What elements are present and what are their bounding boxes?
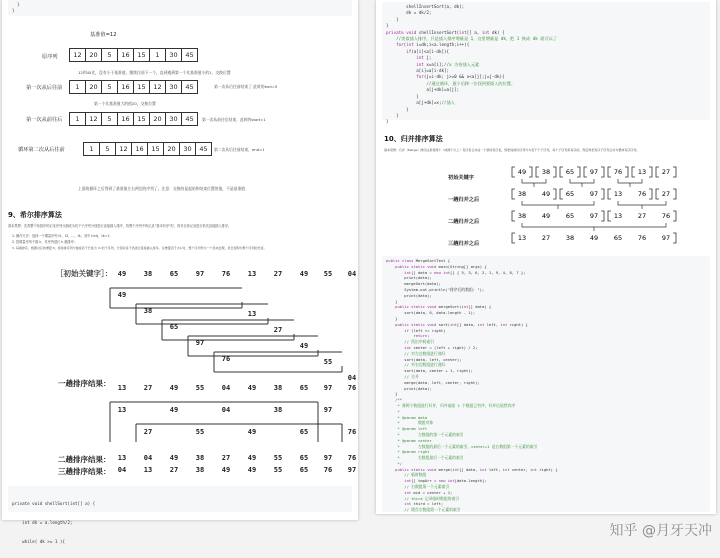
array-cell: 12 [85,112,102,126]
code-line: sort(data, center + 1, right); [386,368,473,374]
array-cell: 45 [181,80,198,94]
code-line: // 临时数组 [386,472,427,478]
pass2-value: 76 [347,454,357,462]
row2-label: 第一次从前往后 [26,117,63,123]
array-cell: 5 [101,48,118,62]
code-line: int j; [416,55,432,61]
pass2-value: 13 [117,454,127,462]
pass2-value: 55 [273,454,283,462]
merge-value: 49 [541,190,551,198]
shell-initial-value: 65 [169,270,179,278]
pass3-value: 49 [221,466,231,474]
pass3-value: 04 [117,466,127,474]
merge-value: 49 [589,234,599,242]
array-cell: 1 [83,142,100,156]
merge-pass3-label: 三趟归并之后 [448,241,480,247]
array-cell: 30 [165,80,182,94]
merge-connector [522,201,594,209]
pass2-value: 97 [323,454,333,462]
code-line: } [386,315,398,321]
section-9-step-3: 3. 每趟排序，根据对应的增量 ti，将待排序列分割成若干长度为 m 的子序列，分别对各子表进行直接插入排序。仅增量因子为1 时，整个序列作为一个表来处理，表长度即为整个序列的长度。 [12,246,267,250]
merge-value: 76 [637,190,647,198]
prev-code-stub: } } [8,0,352,16]
code-line: a[j+dk]=a[j]; [386,87,460,93]
array-cell: 20 [163,142,180,156]
note-compare: 12和45比，没有小于基准值，继续往前下一个，直到遇到第一个比基准值小的1，交换位置 [78,70,231,75]
pass2-value: 38 [195,454,205,462]
section-10-text: 基本思想：归并（Merge）排序法是将两个（或两个以上）有序表合并成一个新的有序表，即把待排序序列分为若干个子序列，每个子序列是有序的。然后再把有序子序列合并为整体有序序列。 [384,148,640,152]
code-line: sort(data, 0, data.length - 1); [386,310,476,316]
code-line: // third 记录临时数组的索引 [386,495,460,501]
group-value: 04 [221,406,231,414]
row3-label: 循环第二次从后往前 [18,147,65,153]
code-line: */ [386,460,403,466]
array-cell: 15 [133,80,150,94]
merge-value: 27 [541,234,551,242]
pair-value: 97 [195,339,205,347]
merge-sort-diagram [376,162,716,252]
code-line: print(data); [386,275,432,281]
code-line: while( dk >= 1 ){ [12,539,65,545]
code-line: } [386,391,398,397]
code-line: } [386,112,399,118]
merge-connector [570,179,594,187]
array-cell: 1 [69,80,86,94]
section-10-heading: 10、归并排序算法 [384,135,443,143]
code-line: shellInsertSort(a, dk); [386,4,465,9]
group-value: 76 [347,428,357,436]
shell-initial-value: 55 [323,270,333,278]
code-line: //类似插入排序，只是插入排序增量是 1，这里增量是 dk，把 1 换成 dk 就可以了 [386,36,558,42]
row3-array [84,142,212,156]
merge-value: 76 [661,212,671,220]
pass1-value: 55 [195,384,205,392]
row1-note: 第一次从后往前结束了 此时的end=5 [214,84,278,89]
array-cell: 30 [165,112,182,126]
merge-pass1-label: 一趟归并之后 [448,197,480,203]
pass1-label: 一趟排序结果： [58,379,111,388]
merge-connector [522,179,546,187]
array-cell: 5 [101,112,118,126]
code-line: public static void sort(int[] data, int left, int right) { [395,321,528,327]
merge-value: 27 [661,168,671,176]
watermark: 知乎 @月牙天冲 [609,523,712,539]
code-line: // 合并 [386,373,419,379]
array-cell: 15 [133,48,150,62]
code-line: // 对右边数组进行递归 [386,362,446,368]
pass1-value: 27 [143,384,153,392]
code-line: mergeSort(data); [386,281,441,287]
pair-value: 13 [247,310,257,318]
pass3-label: 三趟排序结果： [58,467,111,476]
shell-initial-value: 76 [221,270,231,278]
merge-value: 13 [637,168,647,176]
code-line: * @param center [386,437,432,443]
merge-value: 49 [541,212,551,220]
code-line: } [386,23,389,29]
shell-initial-value: 49 [299,270,309,278]
section-9-intro: 基本思想：先将整个待排序的记录序列分割成为若干子序列分别进行直接插入排序，待整个序列中的记录“基本有序”时，再对全体记录进行依次直接插入排序。 [8,224,232,228]
merge-value: 38 [517,212,527,220]
pass3-value: 49 [247,466,257,474]
group-value: 38 [273,406,283,414]
right-document-page [376,0,716,514]
merge-connector [618,179,642,187]
pass1-value: 76 [347,384,357,392]
merge-value: 97 [589,212,599,220]
code-line: a[j+dk]=x;//插入 [386,100,455,106]
summary-text: 上面的循环之后得到了基准值左右两边的序列了。注意：交换的是起始和结束位置的值，不是基准值 [78,186,246,191]
code-line: System.out.println("排序后的数组: "); [386,286,485,292]
group-value: 49 [247,428,257,436]
code-line: * 左数组的第一个元素的索引 [386,431,464,437]
row2-note: 第一次从前往后结束，此时的start=1 [202,117,266,122]
merge-value: 38 [517,190,527,198]
merge-connector [618,201,666,209]
group-value: 65 [299,428,309,436]
pass1-value: 13 [117,384,127,392]
merge-value: 76 [613,168,623,176]
array-cell: 5 [99,142,116,156]
code-line: private void shellSort(int[] a) { [12,500,96,506]
code-line: } [386,298,398,304]
pair-value: 76 [221,355,231,363]
code-line: int center = (left + right) / 2; [404,344,478,350]
code-line: } [386,119,389,125]
merge-value: 65 [565,190,575,198]
code-line: } [386,16,399,22]
array-cell: 1 [149,48,166,62]
pass3-value: 76 [323,466,333,474]
pass1-value: 04 [221,384,231,392]
code-line: public static void mergeSort(int[] data) { [395,304,492,310]
code-line: * @param left [386,426,428,432]
pair-value: 55 [323,358,333,366]
pass2-label: 二趟排序结果： [58,455,111,464]
merge-pass2-label: 二趟归并之后 [448,219,480,225]
array-cell: 30 [165,48,182,62]
pass3-value: 97 [347,466,357,474]
code-line: * 右数组最后一个元素的索引 [386,455,464,461]
array-cell: 15 [147,142,164,156]
section-9-heading: 9、希尔排序算法 [8,211,62,219]
pass3-value: 55 [273,466,283,474]
array-cell: 30 [179,142,196,156]
merge-value: 27 [661,190,671,198]
code-line: int x=a[i];//x 为待插入元素 [416,61,480,67]
merge-value: 65 [565,212,575,220]
code-line: * @param right [386,449,430,455]
pass2-value: 04 [143,454,153,462]
code-line: * @param data [386,414,428,420]
code-line: return; [413,333,430,339]
code-line: print(data); [386,292,432,298]
array-cell: 16 [117,48,134,62]
pass2-value: 49 [169,454,179,462]
code-line: public class MergeSortTest { [386,258,451,263]
code-line: //通过循环，逐个后移一位找到要插入的位置。 [386,80,516,86]
array-cell: 1 [69,112,86,126]
shell-initial-value: 04 [347,270,357,278]
group-value: 27 [143,428,153,436]
left-document-page [2,0,358,545]
shell-initial-value: 97 [195,270,205,278]
array-cell: 20 [85,48,102,62]
merge-value: 97 [589,168,599,176]
code-line: * 将两个数组进行归并，归并前面 2 个数组已有序，归并后依然有序 [386,402,516,408]
merge-value: 13 [613,212,623,220]
pair-value: 65 [169,323,179,331]
shell-sort-code [8,486,352,545]
note-swap: 第一个比基准值大的值20，交换位置 [94,101,156,106]
code-line: if(a[i]<a[i-dk]){ [406,48,450,54]
array-cell: 12 [115,142,132,156]
code-line: // 找出中间索引 [386,339,434,345]
array-cell: 45 [181,48,198,62]
array-cell: 16 [117,80,134,94]
array-cell: 20 [149,112,166,126]
pass1-value: 38 [273,384,283,392]
code-line: // 缓存左数组第一个元素的索引 [386,507,461,513]
pass1-value: 49 [169,384,179,392]
code-line: * 左数组的最后一个元素的索引，center+1 是右数组第一个元素的索引 [386,443,538,449]
row3-note: 第二次从后往前结束，end=1 [214,147,265,152]
shell-initial-value: 27 [273,270,283,278]
merge-initial-label: 初始关键字 [448,175,474,181]
array-cell: 12 [149,80,166,94]
code-line: } [386,106,409,112]
pass3-value: 38 [195,466,205,474]
initial-sequence-label: 原序列 [42,54,58,60]
merge-connector [522,223,666,231]
code-line: sort(data, left, center); [386,356,462,362]
pass3-value: 13 [143,466,153,474]
merge-value: 97 [589,190,599,198]
array-cell: 16 [117,112,134,126]
shell-initial-value: 49 [117,270,127,278]
code-line: if (left >= right) [404,327,446,333]
code-line: public static void main(String[] args) { [395,263,487,269]
code-line: // 对左边数组进行递归 [386,350,446,356]
code-line: a[i]=a[i-dk]; [386,68,450,74]
pair-value: 04 [347,374,357,382]
shell-sort-diagram [2,264,358,514]
pass2-value: 65 [299,454,309,462]
merge-value: 49 [517,168,527,176]
code-line: int[] data = new int[] { 5, 3, 6, 2, 1, 9, 4, 8, 7 }; [404,269,526,275]
shell-initial-label: ［初始关键字］： [56,269,113,278]
code-line: * [386,408,400,414]
code-line: * 数组对象 [386,420,434,426]
array-cell: 5 [101,80,118,94]
array-cell: 12 [69,48,86,62]
pass3-value: 65 [299,466,309,474]
code-line: int dk = a.length/2; [12,520,73,526]
merge-value: 38 [541,168,551,176]
code-line: } [386,93,419,99]
group-value: 55 [195,428,205,436]
pass3-value: 27 [169,466,179,474]
code-line: dk = dk/2; [386,10,432,16]
initial-array [70,48,198,62]
merge-value: 97 [661,234,671,242]
pass1-value: 49 [247,384,257,392]
merge-sort-code [382,256,710,512]
array-cell: 16 [131,142,148,156]
merge-value: 13 [613,190,623,198]
array-cell: 20 [85,80,102,94]
shell-initial-value: 38 [143,270,153,278]
pass2-value: 49 [247,454,257,462]
merge-value: 38 [565,234,575,242]
merge-value: 65 [613,234,623,242]
code-line: for(j=i-dk; j>=0 && x<a[j];j=j-dk){ [416,74,505,80]
code-line: int[] tmpArr = new int[data.length]; [404,478,487,484]
row1-array [70,80,198,94]
group-value: 97 [323,406,333,414]
pair-value: 27 [273,326,283,334]
section-9-step-1: 1. 操作方法：选择一个增量序列 t1，t2，...，tk，其中 ti>tj，tk=1； [12,234,113,238]
pass1-value: 97 [323,384,333,392]
shell-insert-code [382,2,710,125]
code-line: print(data); [386,385,432,391]
pass2-value: 27 [221,454,231,462]
pass1-value: 65 [299,384,309,392]
group-value: 49 [169,406,179,414]
merge-value: 65 [565,168,575,176]
code-line: public static void merge(int[] data, int left, int center, int right) { [395,466,558,472]
array-cell: 45 [181,112,198,126]
code-line: int mid = center + 1; [404,489,453,495]
array-cell: 45 [195,142,212,156]
merge-value: 27 [637,212,647,220]
code-line: merge(data, left, center, right); [386,379,480,385]
group-value: 13 [117,406,127,414]
code-line: int third = left; [404,501,444,507]
shell-initial-value: 13 [247,270,257,278]
pair-value: 49 [299,342,309,350]
row2-array [70,112,198,126]
array-cell: 15 [133,112,150,126]
merge-value: 13 [517,234,527,242]
code-line: /** [386,397,403,403]
row1-label: 第一次从后往前 [26,85,63,91]
base-value-label: 基准值=12 [90,32,117,38]
pair-value: 49 [117,291,127,299]
code-line: private void shellInsertSort(int[] a, int dk) { [386,29,505,35]
merge-value: 76 [637,234,647,242]
code-line: for(int i=dk;i<a.length;i++){ [396,42,470,48]
pair-value: 38 [143,307,153,315]
code-line: // 右数组第一个元素索引 [386,484,450,490]
section-9-step-2: 2. 按增量序列个数 k，对序列进行 k 趟排序； [12,240,77,244]
